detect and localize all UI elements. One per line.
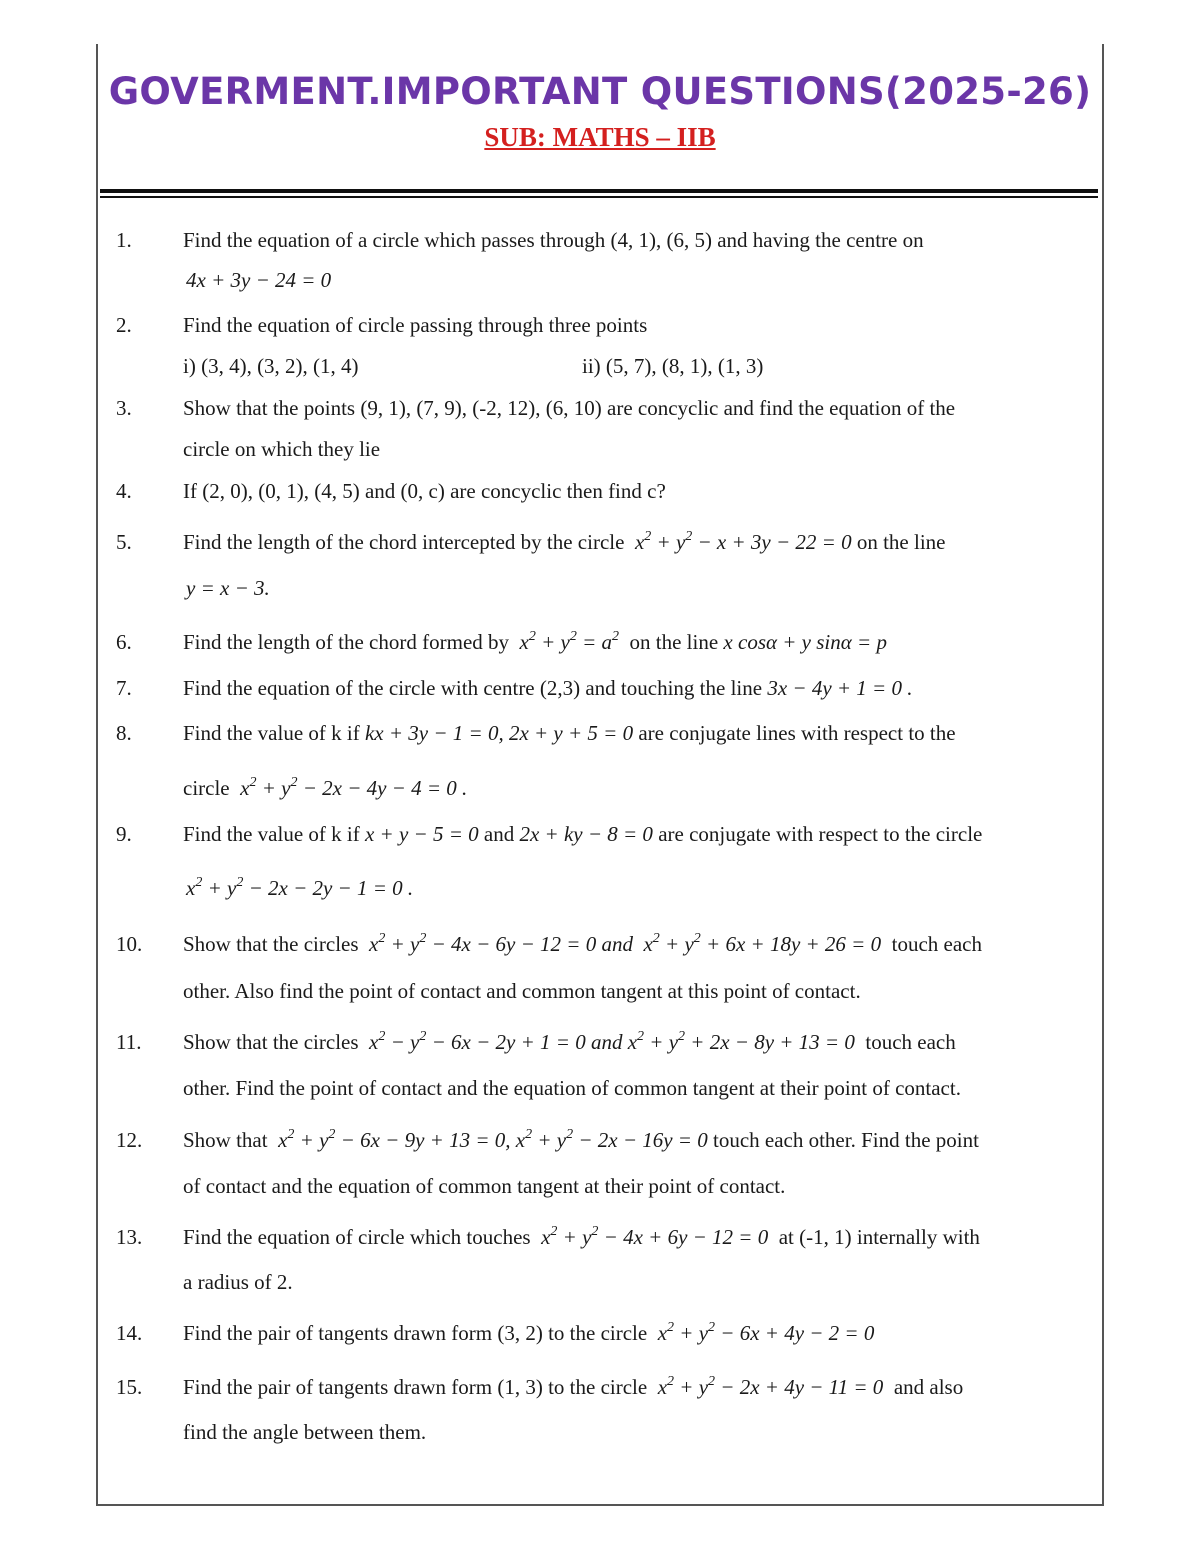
question-line bbox=[183, 822, 982, 847]
header-divider-thin bbox=[100, 196, 1098, 198]
question-line bbox=[183, 1321, 874, 1346]
question-text: Show that the circles bbox=[183, 1030, 359, 1054]
question-equation-2: $x^2 + y^2 - 2x - 4y - 4 = 0$ . bbox=[240, 775, 468, 800]
question-text: Find the pair of tangents drawn form (1, 3) to the circle bbox=[183, 1375, 648, 1399]
question-equation: $x^2 + y^2 - 4x - 6y - 12 = 0$ and $x^2 + y^2 + 6x + 18y + 26 = 0$ bbox=[369, 931, 882, 956]
question-text: Show that the points (9, 1), (7, 9), (-2, 12), (6, 10) are concyclic and find the equation of the bbox=[183, 396, 956, 420]
question-equation-b: 2x + ky − 8 = 0 bbox=[519, 822, 653, 846]
question-text: Show that bbox=[183, 1128, 268, 1152]
question-equation: kx + 3y − 1 = 0, 2x + y + 5 = 0 bbox=[364, 721, 634, 745]
question-equation: 3x − 4y + 1 = 0 . bbox=[767, 676, 913, 700]
question-text-cont: other. Also find the point of contact and common tangent at this point of contact. bbox=[183, 979, 861, 1003]
question-equation: $x^2 + y^2 - x + 3y - 22 = 0$ bbox=[634, 529, 852, 554]
question-number: 3. bbox=[116, 396, 132, 420]
question-number: 1. bbox=[116, 228, 132, 252]
question-text: Find the value of k if bbox=[183, 822, 360, 846]
question-text: Find the equation of circle passing through three points bbox=[183, 313, 648, 337]
question-text-b: touch each bbox=[865, 1030, 956, 1054]
question-line bbox=[183, 630, 887, 655]
question-number: 6. bbox=[116, 630, 132, 654]
question-text-cont: a radius of 2. bbox=[183, 1270, 293, 1294]
question-number: 2. bbox=[116, 313, 132, 337]
question-number: 11. bbox=[116, 1030, 142, 1054]
question-line bbox=[183, 676, 912, 701]
question-text-b: are conjugate with respect to the circle bbox=[658, 822, 983, 846]
question-text: Find the length of the chord formed by bbox=[183, 630, 510, 654]
question-equation-2: y = x − 3. bbox=[186, 576, 270, 600]
question-number: 8. bbox=[116, 721, 132, 745]
question-text: Find the equation of the circle with centre (2,3) and touching the line bbox=[183, 676, 763, 700]
page-title: GOVERMENT.IMPORTANT QUESTIONS(2025-26) bbox=[108, 70, 1092, 113]
question-line bbox=[183, 932, 982, 957]
question-line bbox=[183, 1375, 963, 1400]
question-equation: $x^2 + y^2 - 6x - 9y + 13 = 0$, $x^2 + y^2 - 2x - 16y = 0$ bbox=[278, 1127, 708, 1152]
question-equation-2: $x^2 + y^2 - 2x - 2y - 1 = 0$ . bbox=[186, 875, 414, 900]
subject-heading: SUB: MATHS – IIB bbox=[484, 122, 716, 152]
question-text-c: circle bbox=[183, 776, 230, 800]
question-number: 13. bbox=[116, 1225, 143, 1249]
question-text-b: touch each bbox=[891, 932, 982, 956]
question-equation-2: x cosα + y sinα = p bbox=[723, 630, 887, 654]
question-line bbox=[183, 530, 946, 555]
question-equation: $x^2 + y^2 = a^2$ bbox=[519, 629, 620, 654]
question-text-b: at (-1, 1) internally with bbox=[778, 1225, 980, 1249]
question-equation: $x^2 + y^2 - 2x + 4y - 11 = 0$ bbox=[657, 1374, 884, 1399]
question-text: Find the pair of tangents drawn form (3, 2) to the circle bbox=[183, 1321, 648, 1345]
question-equation: 4x + 3y − 24 = 0 bbox=[186, 268, 332, 292]
question-line bbox=[183, 721, 956, 746]
question-text: Show that the circles bbox=[183, 932, 359, 956]
question-line bbox=[183, 1128, 979, 1153]
question-number: 5. bbox=[116, 530, 132, 554]
question-text-cont: other. Find the point of contact and the equation of common tangent at their point of contact. bbox=[183, 1076, 961, 1100]
question-equation: $x^2 + y^2 - 6x + 4y - 2 = 0$ bbox=[657, 1320, 875, 1345]
question-number: 12. bbox=[116, 1128, 143, 1152]
question-line bbox=[183, 1030, 956, 1055]
question-text-cont: find the angle between them. bbox=[183, 1420, 427, 1444]
question-number: 10. bbox=[116, 932, 143, 956]
question-text-b: touch each other. Find the point bbox=[712, 1128, 979, 1152]
question-number: 9. bbox=[116, 822, 132, 846]
question-number: 14. bbox=[116, 1321, 143, 1345]
question-text-b: are conjugate lines with respect to the bbox=[638, 721, 956, 745]
question-part-ii: ii) (5, 7), (8, 1), (1, 3) bbox=[582, 354, 764, 378]
header-divider bbox=[100, 189, 1098, 193]
question-equation: $x^2 - y^2 - 6x - 2y + 1 = 0$ and $x^2 + y^2 + 2x - 8y + 13 = 0$ bbox=[369, 1029, 855, 1054]
question-text-b: and also bbox=[893, 1375, 964, 1399]
question-line-2 bbox=[183, 776, 467, 801]
question-text-cont: circle on which they lie bbox=[183, 437, 381, 461]
question-text: Find the length of the chord intercepted by the circle bbox=[183, 530, 625, 554]
question-line bbox=[183, 1225, 980, 1250]
question-text: If (2, 0), (0, 1), (4, 5) and (0, c) are concyclic then find c? bbox=[183, 479, 666, 503]
question-text: Find the equation of a circle which passes through (4, 1), (6, 5) and having the centre on bbox=[183, 228, 924, 252]
question-and: and bbox=[483, 822, 515, 846]
question-text-cont: of contact and the equation of common tangent at their point of contact. bbox=[183, 1174, 786, 1198]
question-number: 4. bbox=[116, 479, 132, 503]
question-text-b: on the line bbox=[629, 630, 719, 654]
question-text: Find the value of k if bbox=[183, 721, 360, 745]
question-text-b: on the line bbox=[856, 530, 946, 554]
question-number: 7. bbox=[116, 676, 132, 700]
question-equation: x + y − 5 = 0 bbox=[364, 822, 479, 846]
question-text: Find the equation of circle which touches bbox=[183, 1225, 531, 1249]
question-equation: $x^2 + y^2 - 4x + 6y - 12 = 0$ bbox=[541, 1224, 769, 1249]
question-part-i: i) (3, 4), (3, 2), (1, 4) bbox=[183, 354, 359, 378]
question-number: 15. bbox=[116, 1375, 143, 1399]
